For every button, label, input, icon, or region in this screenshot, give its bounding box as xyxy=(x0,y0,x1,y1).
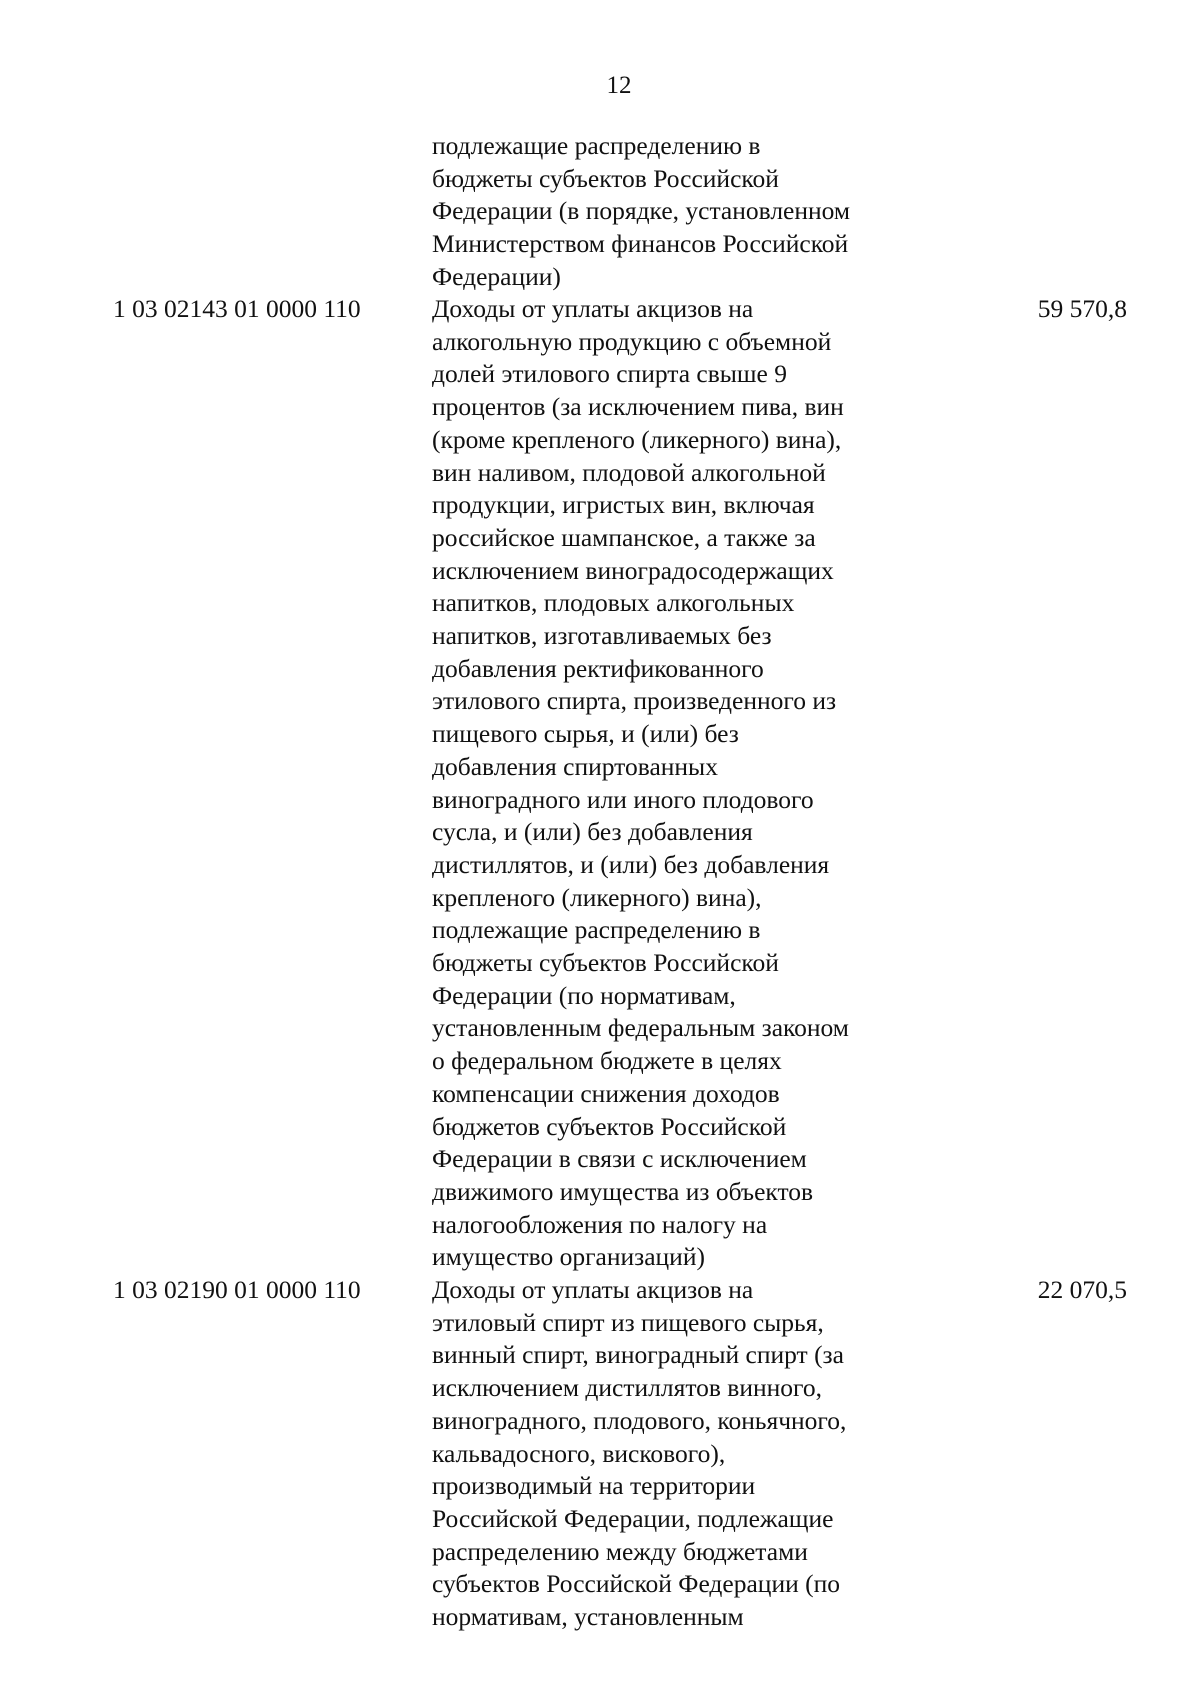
row-code-2: 1 03 02190 01 0000 110 xyxy=(113,1275,361,1304)
continuation-description: подлежащие распределению в бюджеты субъектов Российской Федерации (в порядке, установленном Министерством финансов Российской Федерации) xyxy=(432,131,851,291)
row-description-1: Доходы от уплаты акцизов на алкогольную продукцию с объемной долей этилового спирта свыше 9 процентов (за исключением пива, вин (кроме крепленого (ликерного) вина), вин наливом, плодовой алкогольной продукции, игристых вин, включая российское шампанское, а также за исключением виноградосодержащих напитков, плодовых алкогольных напитков, изготавливаемых без добавления ректификованного этилового спирта, произведенного из пищевого сырья, и (или) без добавления спиртованных виноградного или иного плодового сусла, и (или) без добавления дистиллятов, и (или) без добавления крепленого (ликерного) вина), подлежащие распределению в бюджеты субъектов Российской Федерации (по нормативам, установленным федеральным законом о федеральном бюджете в целях компенсации снижения доходов бюджетов субъектов Российской Федерации в связи с исключением движимого имущества из объектов налогообложения по налогу на имущество организаций) xyxy=(432,294,849,1272)
row-amount-2: 22 070,5 xyxy=(1037,1275,1127,1304)
row-description-2: Доходы от уплаты акцизов на этиловый спирт из пищевого сырья, винный спирт, виноградный спирт (за исключением дистиллятов винного, виноградного, плодового, коньячного, кальвадосного, вискового), производимый на территории Российской Федерации, подлежащие распределению между бюджетами субъектов Российской Федерации (по нормативам, установленным xyxy=(432,1275,847,1632)
page-number: 12 xyxy=(606,72,632,99)
row-code-1: 1 03 02143 01 0000 110 xyxy=(113,294,361,323)
row-amount-1: 59 570,8 xyxy=(1037,294,1127,323)
